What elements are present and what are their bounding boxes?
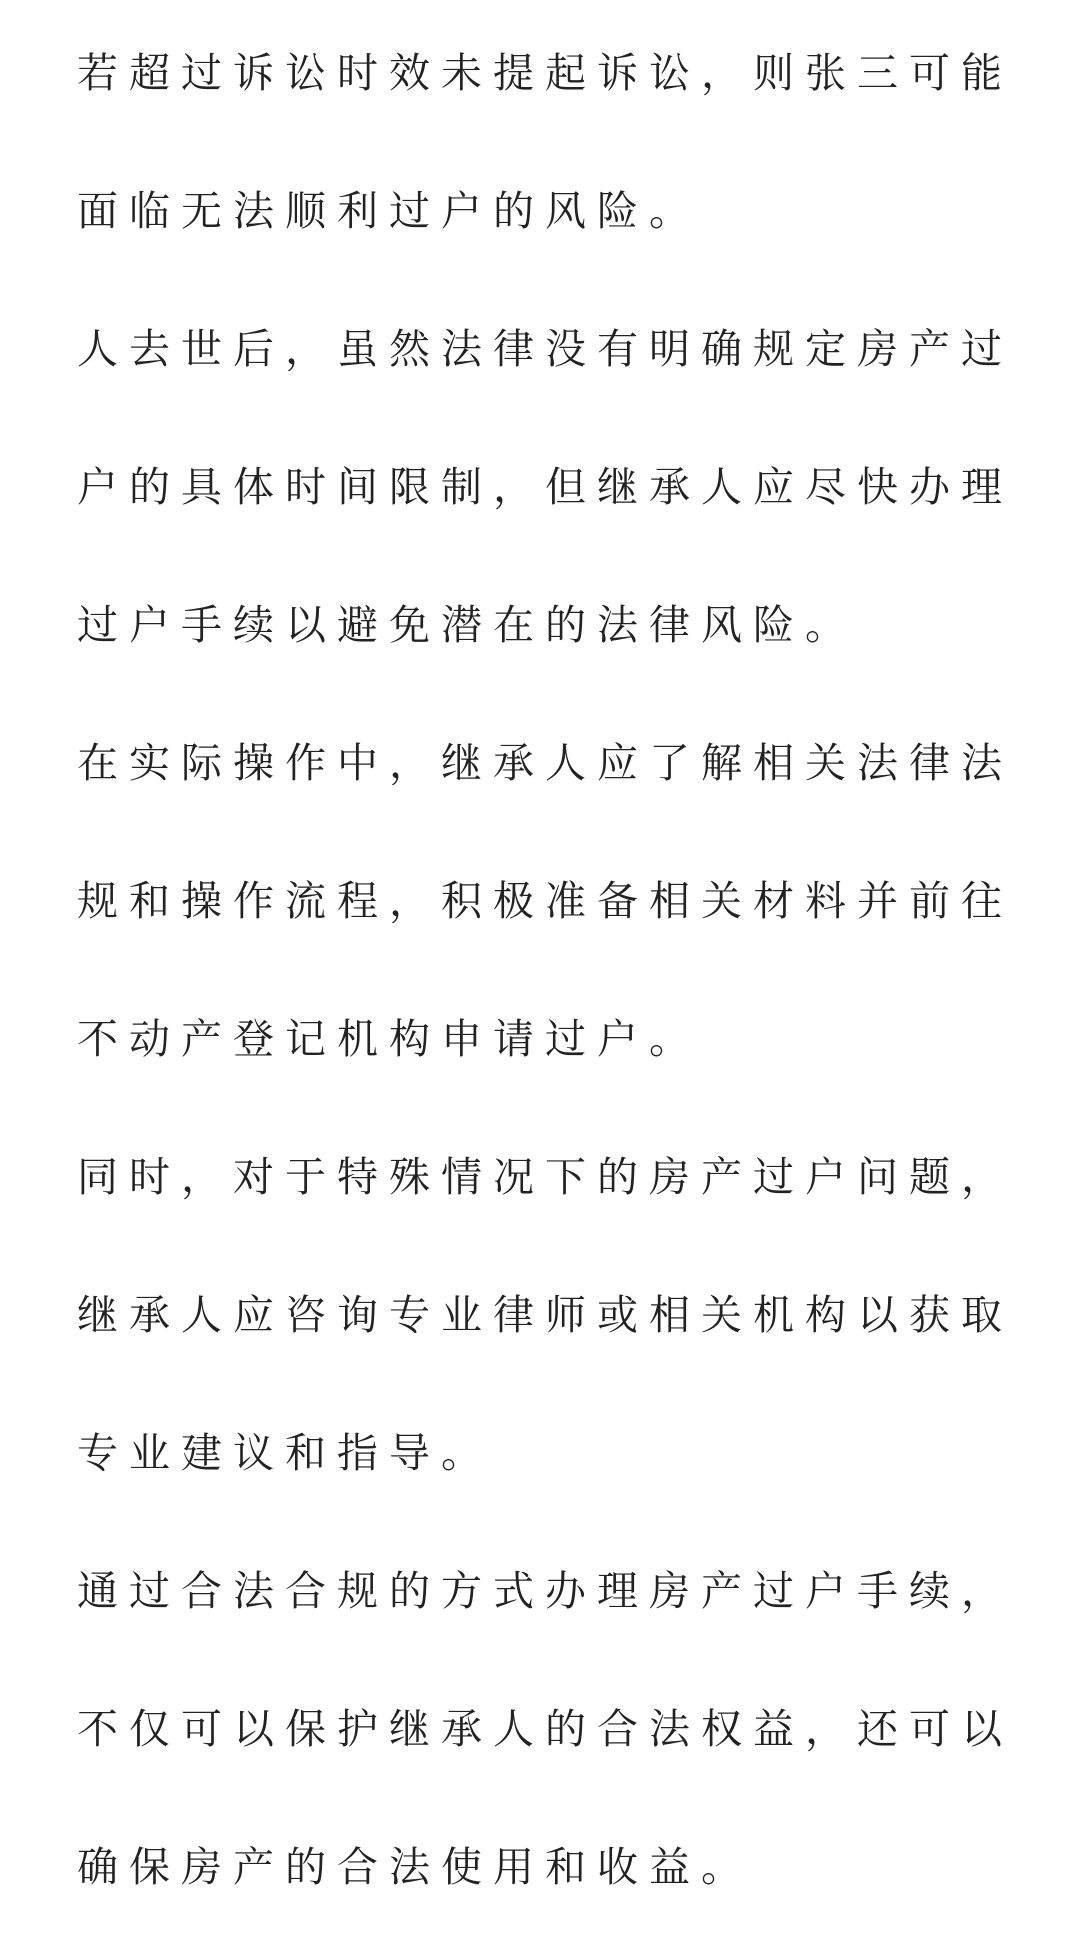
paragraph-3: 在实际操作中，继承人应了解相关法律法规和操作流程，积极准备相关材料并前往不动产登记机构申请过户。 xyxy=(77,739,1013,1063)
paragraph-5: 通过合法合规的方式办理房产过户手续，不仅可以保护继承人的合法权益，还可以确保房产的合法使用和收益。 xyxy=(77,1567,1013,1891)
paragraph-4: 同时，对于特殊情况下的房产过户问题，继承人应咨询专业律师或相关机构以获取专业建议和指导。 xyxy=(77,1153,1013,1477)
paragraph-1: 若超过诉讼时效未提起诉讼，则张三可能面临无法顺利过户的风险。 xyxy=(77,49,1013,235)
article-body xyxy=(77,0,1017,1936)
paragraph-2: 人去世后，虽然法律没有明确规定房产过户的具体时间限制，但继承人应尽快办理过户手续以避免潜在的法律风险。 xyxy=(77,325,1013,649)
